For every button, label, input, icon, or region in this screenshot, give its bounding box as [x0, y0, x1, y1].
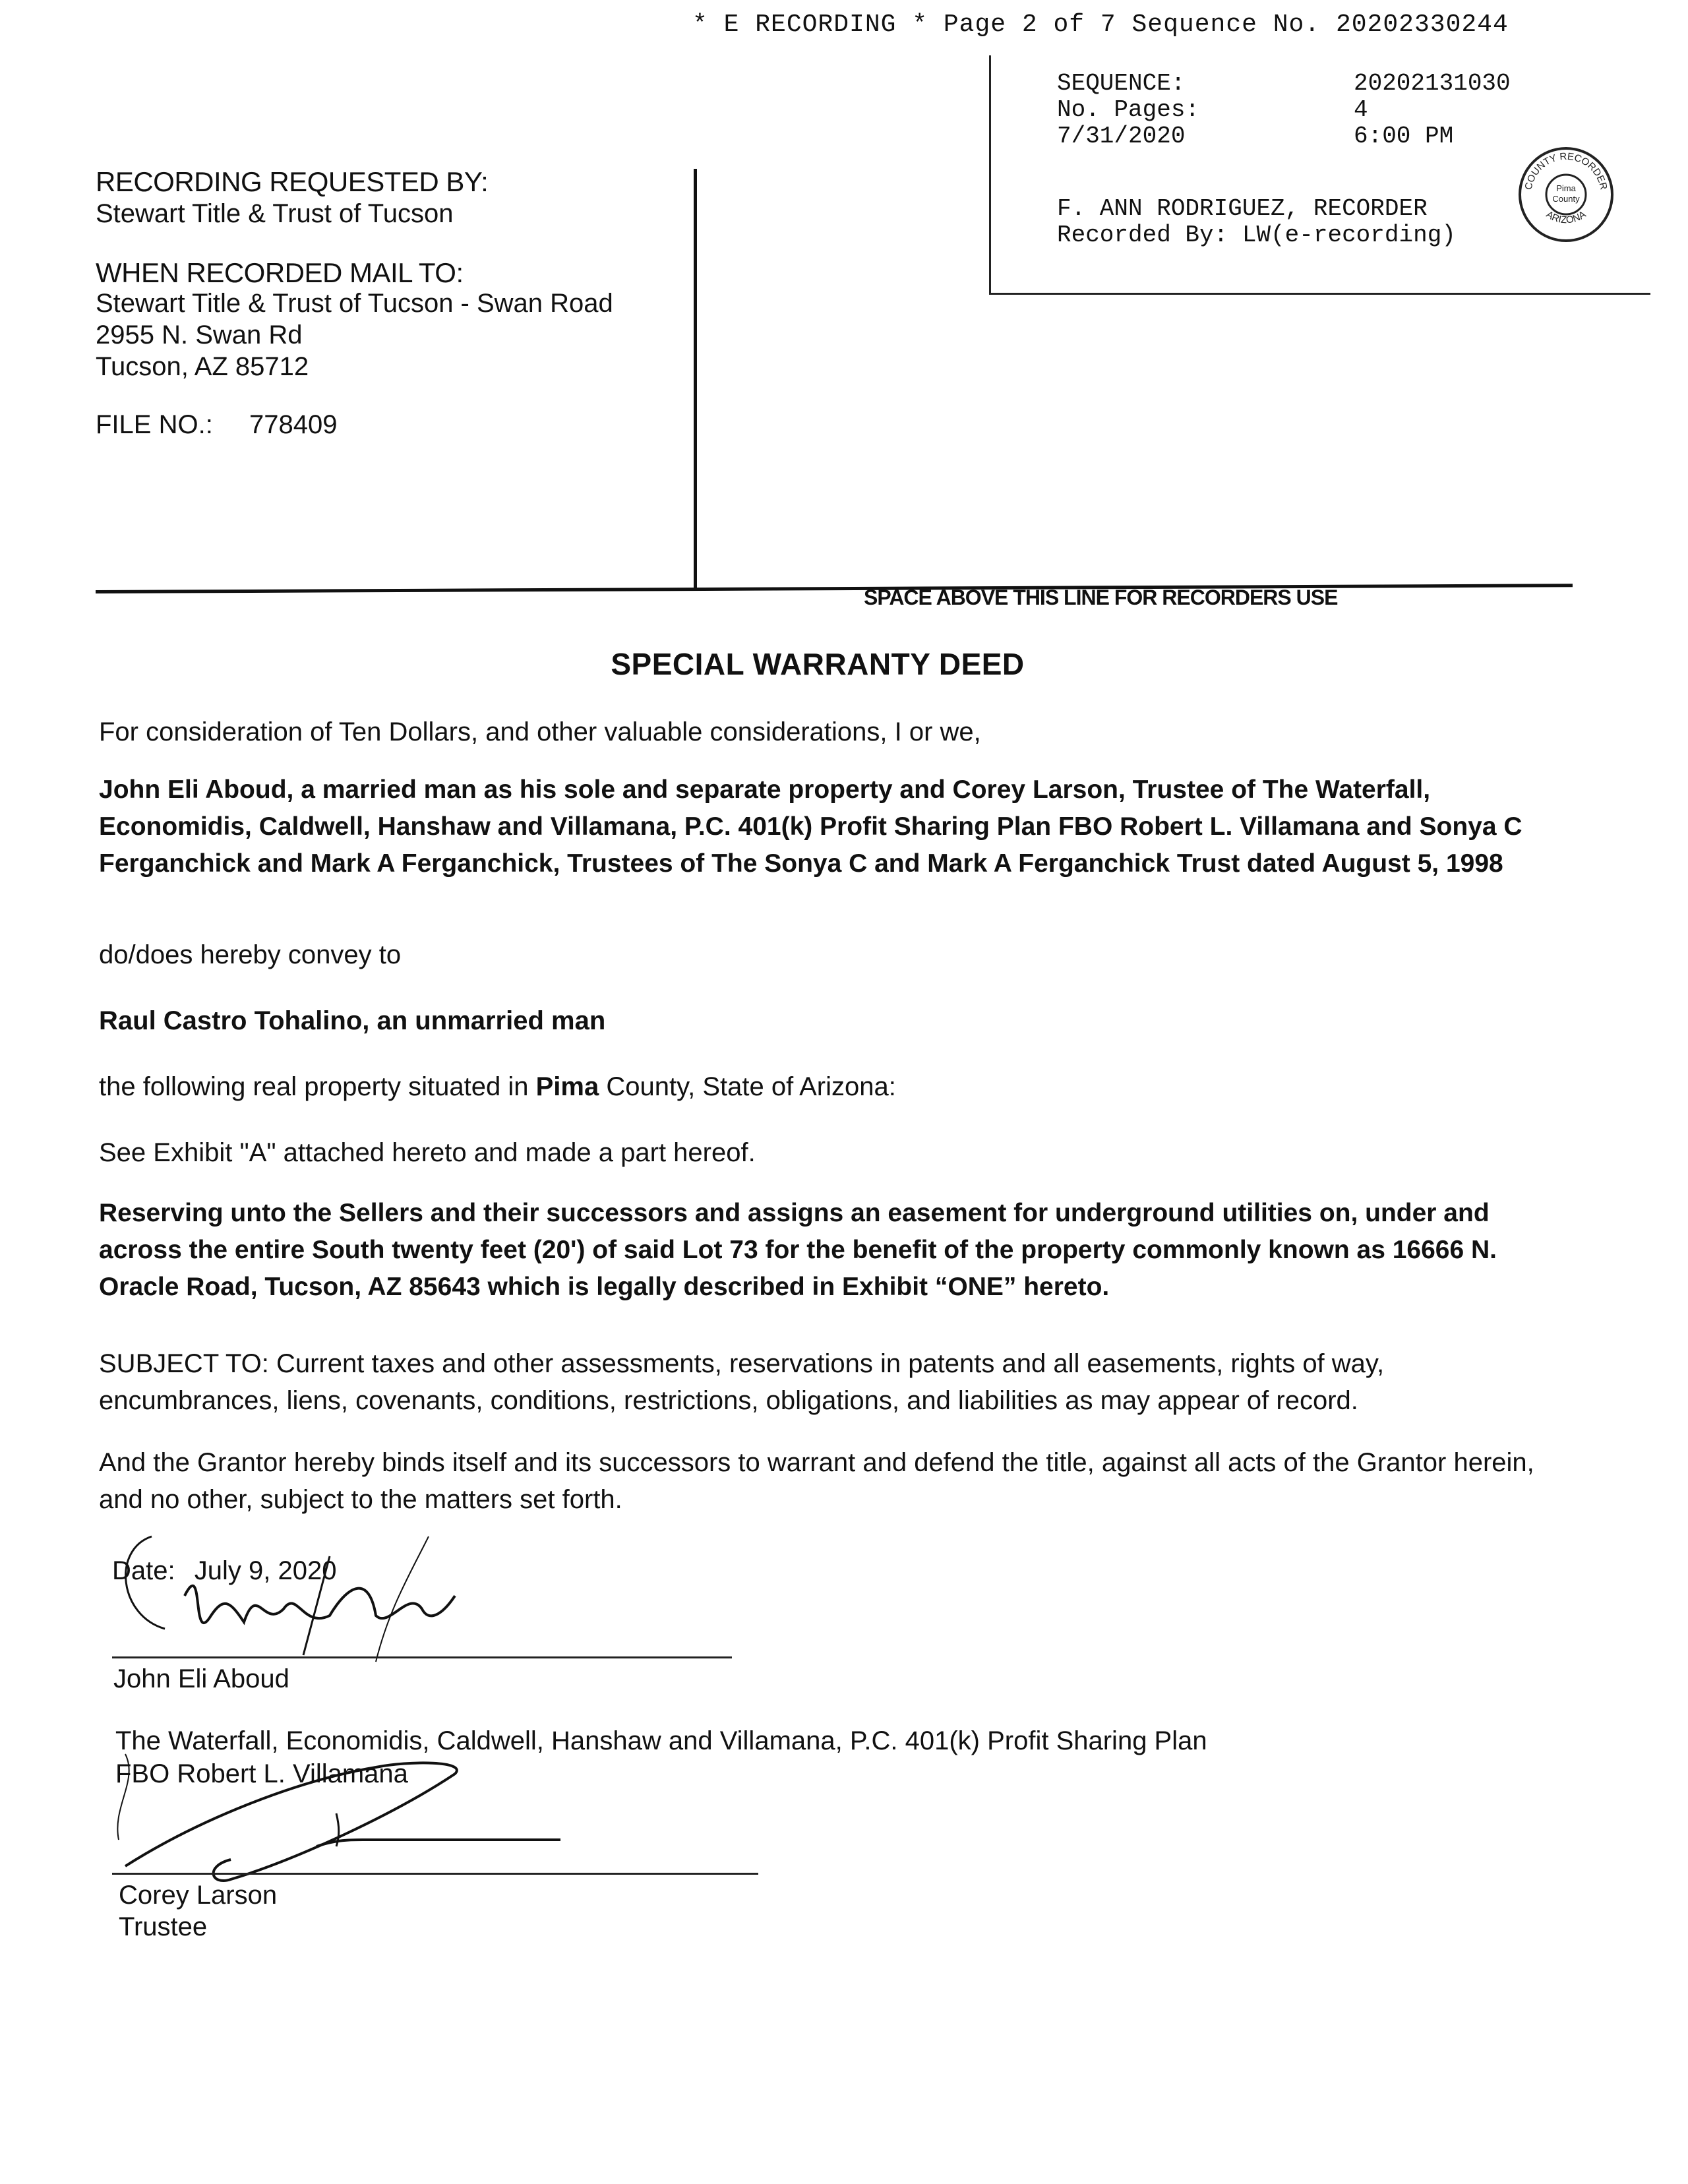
date-value: July 9, 2020: [194, 1556, 337, 1585]
signer-2-name: Corey Larson: [119, 1881, 278, 1910]
mail-to-name: Stewart Title & Trust of Tucson - Swan Road: [96, 289, 613, 318]
date-label: Date:: [112, 1556, 175, 1585]
grantee-paragraph: Raul Castro Tohalino, an unmarried man: [99, 1006, 606, 1035]
property-suffix: County, State of Arizona:: [599, 1072, 896, 1101]
recorded-by: Recorded By: LW(e-recording): [1057, 222, 1456, 249]
recorder-name: F. ANN RODRIGUEZ, RECORDER: [1057, 195, 1428, 222]
subject-to-paragraph: SUBJECT TO: Current taxes and other assessments, reservations in patents and all easements, rights of way, encumbrances, liens, covenants, conditions, restrictions, obligations, and liabilities as may appear of record.: [99, 1349, 1385, 1415]
svg-text:Pima: Pima: [1556, 183, 1576, 193]
sequence-value: 20202131030: [1354, 70, 1511, 97]
file-no-label: FILE NO.:: [96, 410, 213, 439]
requested-by: Stewart Title & Trust of Tucson: [96, 199, 454, 228]
signature-line-2: [112, 1873, 758, 1875]
file-no-value: 778409: [249, 410, 338, 439]
county-seal-stamp: [1517, 145, 1615, 244]
signature-john-eli-aboud: [112, 1517, 508, 1675]
convey-paragraph: do/does hereby convey to: [99, 940, 402, 969]
svg-text:ARIZONA: ARIZONA: [1544, 208, 1588, 226]
reservation-paragraph: Reserving unto the Sellers and their successors and assigns an easement for underground utilities on, under and across the entire South twenty feet (20') of said Lot 73 for the benefit of the property commonly known as 16666 N. Oracle Road, Tucson, AZ 85643 which is legally described in Exhibit “ONE” hereto.: [99, 1199, 1497, 1301]
grantors-paragraph: John Eli Aboud, a married man as his sole and separate property and Corey Larson, Trustee of The Waterfall, Economidis, Caldwell, Hanshaw and Villamana, P.C. 401(k) Profit Sharing Plan FBO Robert L. Villamana and Sonya C Ferganchick and Mark A Ferganchick, Trustees of The Sonya C and Mark A Ferganchick Trust dated August 5, 1998: [99, 775, 1522, 878]
recorder-use-line: [96, 584, 1573, 593]
svg-text:County: County: [1552, 194, 1580, 204]
mail-to-city: Tucson, AZ 85712: [96, 352, 309, 381]
svg-text:COUNTY RECORDER: COUNTY RECORDER: [1522, 150, 1610, 191]
signer-2-title: Trustee: [119, 1912, 208, 1941]
record-date: 7/31/2020: [1057, 123, 1186, 150]
plan-name-line2: FBO Robert L. Villamana: [115, 1759, 408, 1788]
record-time: 6:00 PM: [1354, 123, 1454, 150]
exhibit-paragraph: See Exhibit "A" attached hereto and made a part hereof.: [99, 1138, 756, 1167]
property-prefix: the following real property situated in: [99, 1072, 536, 1101]
signature-line-1: [112, 1656, 732, 1658]
pages-label: No. Pages:: [1057, 96, 1200, 123]
consideration-paragraph: For consideration of Ten Dollars, and other valuable considerations, I or we,: [99, 717, 981, 746]
when-recorded-label: WHEN RECORDED MAIL TO:: [96, 257, 464, 288]
property-county: Pima: [535, 1072, 599, 1101]
space-above-note: SPACE ABOVE THIS LINE FOR RECORDERS USE: [864, 586, 1338, 609]
sequence-label: SEQUENCE:: [1057, 70, 1186, 97]
recording-requested-label: RECORDING REQUESTED BY:: [96, 166, 489, 197]
signer-1-name: John Eli Aboud: [113, 1664, 289, 1693]
mail-to-street: 2955 N. Swan Rd: [96, 320, 303, 349]
property-paragraph: [99, 1068, 1569, 1105]
warrant-paragraph: And the Grantor hereby binds itself and its successors to warrant and defend the title, against all acts of the Grantor herein, and no other, subject to the matters set forth.: [99, 1448, 1534, 1514]
vertical-divider: [694, 169, 697, 591]
deed-title: SPECIAL WARRANTY DEED: [611, 647, 1025, 681]
plan-name-line1: The Waterfall, Economidis, Caldwell, Hanshaw and Villamana, P.C. 401(k) Profit Sharing Plan: [115, 1726, 1207, 1755]
recording-header-line: * E RECORDING * Page 2 of 7 Sequence No. 20202330244: [692, 11, 1509, 39]
pages-value: 4: [1354, 96, 1368, 123]
